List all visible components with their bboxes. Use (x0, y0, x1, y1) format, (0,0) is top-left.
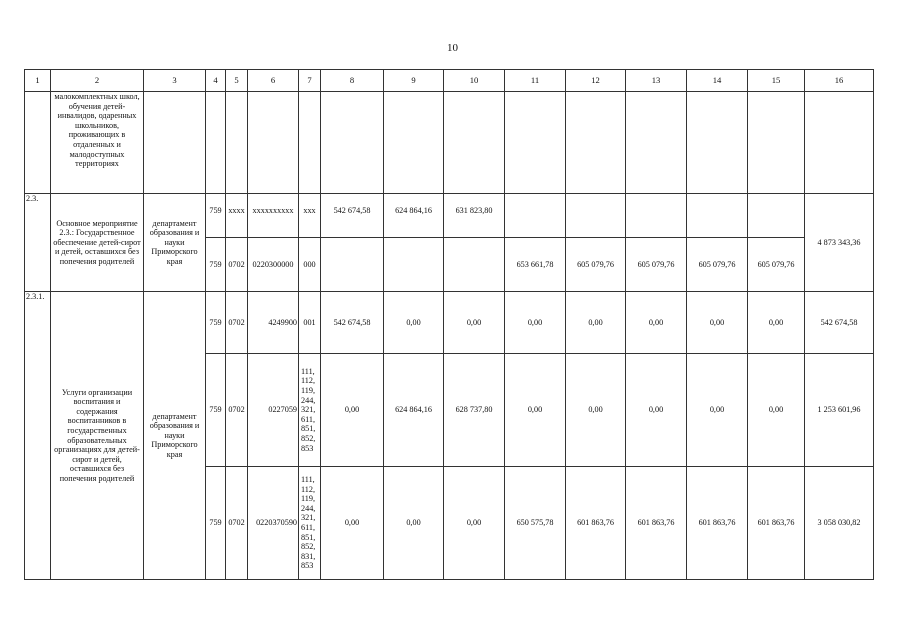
cell-c7: 111, 112, 119, 244, 321, 611, 851, 852, 853 (299, 354, 321, 467)
table-row (25, 292, 874, 354)
measure-name: Услуги организации воспитания и содержания воспитанников в государственных образовательных организациях для детей-сирот и детей, оставшихся без попечения родителей (51, 292, 144, 580)
header-cell: 5 (226, 70, 248, 92)
cell-c12: 601 863,76 (566, 467, 626, 580)
budget-table (24, 69, 874, 580)
cell-c5: 0702 (226, 292, 248, 354)
cell-c7: 000 (299, 238, 321, 292)
header-cell: 16 (805, 70, 874, 92)
cell-c5: 0702 (226, 467, 248, 580)
cell-c11: 650 575,78 (505, 467, 566, 580)
page-number: 10 (447, 42, 458, 54)
row-number: 2.3.1. (25, 292, 51, 580)
cell-c13: 601 863,76 (626, 467, 687, 580)
row-number: 2.3. (25, 194, 51, 292)
cell-c13: 0,00 (626, 354, 687, 467)
cell-c8: 542 674,58 (321, 292, 384, 354)
header-cell: 15 (748, 70, 805, 92)
cell-c15: 0,00 (748, 354, 805, 467)
header-cell: 9 (384, 70, 444, 92)
header-cell: 12 (566, 70, 626, 92)
cell-c8: 542 674,58 (321, 194, 384, 238)
cell-c15: 0,00 (748, 292, 805, 354)
cell-c14: 0,00 (687, 292, 748, 354)
cell-c11: 653 661,78 (505, 238, 566, 292)
table-row (25, 92, 874, 194)
cell-c10: 631 823,80 (444, 194, 505, 238)
cell-c9: 624 864,16 (384, 354, 444, 467)
cell-c7: 001 (299, 292, 321, 354)
cell-c11: 0,00 (505, 292, 566, 354)
cell-c9: 0,00 (384, 467, 444, 580)
cell-c5: 0702 (226, 238, 248, 292)
cell-c16: 3 058 030,82 (805, 467, 874, 580)
header-cell: 8 (321, 70, 384, 92)
cell-c12: 0,00 (566, 354, 626, 467)
cell-c9: 624 864,16 (384, 194, 444, 238)
header-cell: 1 (25, 70, 51, 92)
cell-c14: 601 863,76 (687, 467, 748, 580)
cell-c7: 111, 112, 119, 244, 321, 611, 851, 852, 831, 853 (299, 467, 321, 580)
header-cell: 6 (248, 70, 299, 92)
header-row (25, 70, 874, 92)
executor: департамент образования и науки Приморского края (144, 292, 206, 580)
cell-c4: 759 (206, 238, 226, 292)
cell-c15: 601 863,76 (748, 467, 805, 580)
cell-c9: 0,00 (384, 292, 444, 354)
cell-c8: 0,00 (321, 354, 384, 467)
header-cell: 11 (505, 70, 566, 92)
header-cell: 14 (687, 70, 748, 92)
cell-c16: 542 674,58 (805, 292, 874, 354)
cell-c14: 605 079,76 (687, 238, 748, 292)
cell-c12: 605 079,76 (566, 238, 626, 292)
cell-c13: 605 079,76 (626, 238, 687, 292)
cell-c13: 0,00 (626, 292, 687, 354)
cell-c6: 0220370590 (248, 467, 299, 580)
cell-c10: 0,00 (444, 292, 505, 354)
cell-c5: xxxx (226, 194, 248, 238)
cell-c6: 0227059 (248, 354, 299, 467)
header-cell: 4 (206, 70, 226, 92)
cell-c6: xxxxxxxxxx (248, 194, 299, 238)
header-cell: 7 (299, 70, 321, 92)
cell-c10: 628 737,80 (444, 354, 505, 467)
cell-c15: 605 079,76 (748, 238, 805, 292)
cell-c4: 759 (206, 467, 226, 580)
header-cell: 3 (144, 70, 206, 92)
total-value: 4 873 343,36 (805, 194, 874, 292)
cell-c11: 0,00 (505, 354, 566, 467)
cell-c16: 1 253 601,96 (805, 354, 874, 467)
cell-c6: 4249900 (248, 292, 299, 354)
cell-c4: 759 (206, 194, 226, 238)
continued-name: малокомплектных школ, обучения детей-инвалидов, одаренных школьников, проживающих в отдаленных и малодоступных территориях (51, 92, 144, 194)
table-row (25, 194, 874, 238)
measure-name: Основное мероприятие 2.3.: Государственное обеспечение детей-сирот и детей, оставшихся без попечения родителей (51, 194, 144, 292)
cell-c10: 0,00 (444, 467, 505, 580)
header-cell: 13 (626, 70, 687, 92)
cell-c7: xxx (299, 194, 321, 238)
executor: департамент образования и науки Приморского края (144, 194, 206, 292)
header-cell: 10 (444, 70, 505, 92)
header-cell: 2 (51, 70, 144, 92)
cell-c14: 0,00 (687, 354, 748, 467)
cell-c6: 0220300000 (248, 238, 299, 292)
cell-c4: 759 (206, 292, 226, 354)
cell-c5: 0702 (226, 354, 248, 467)
cell-c12: 0,00 (566, 292, 626, 354)
cell-c4: 759 (206, 354, 226, 467)
cell-c8: 0,00 (321, 467, 384, 580)
